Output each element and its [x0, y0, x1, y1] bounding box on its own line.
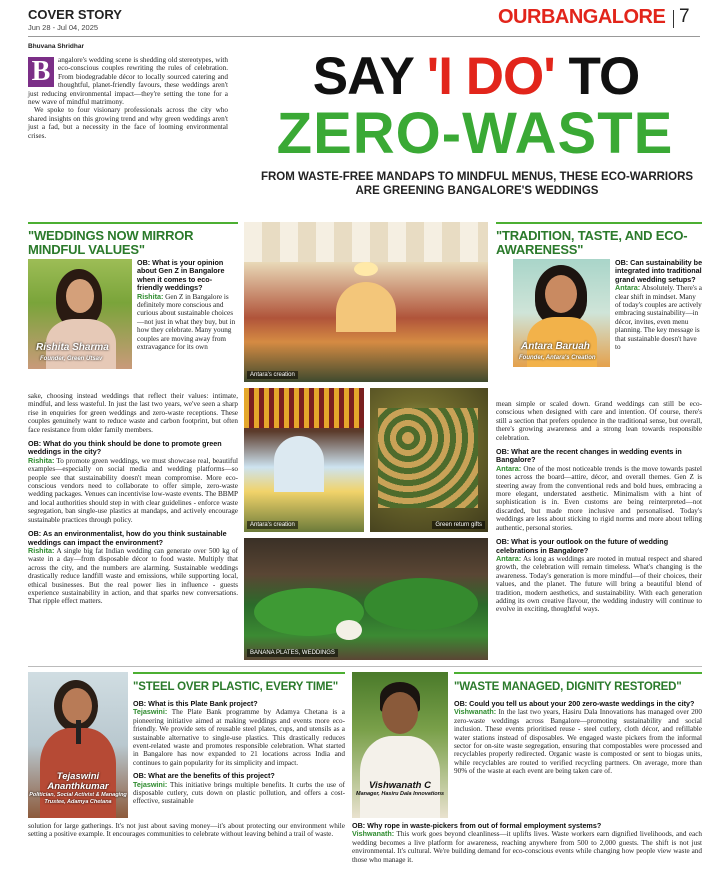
photo-decor: [244, 388, 364, 532]
bottom-left-answer-2: [133, 781, 345, 806]
left-answer-2: [28, 457, 238, 524]
tejaswini-role: Politician, Social Activist & Managing Trustee, Adamya Chetana: [29, 792, 127, 805]
right-answer-2-speaker: Antara:: [496, 463, 522, 473]
right-section-title: "TRADITION, TASTE, AND ECO-AWARENESS": [496, 228, 688, 257]
right-answer-1-text: Absolutely. There's a clear shift in mindset. Many of today's couples are actively embracing sustainability—in décor, invites, even menu planning. The key message is that sustainable doesn't have to: [615, 284, 702, 352]
rishita-role: Founder, Green Utsav: [40, 356, 103, 362]
intro: [28, 56, 228, 140]
right-section-rule: [496, 222, 702, 224]
tejaswini-name-2: Ananthkumar: [47, 781, 109, 792]
bottom-right-question-1: OB: Could you tell us about your 200 zero-waste weddings in the city?: [454, 699, 695, 708]
bottom-left-answer-2-continued: solution for large gatherings. It's not just about saving money—it's about protecting our environment while setting a positive example. It encourages communities to celebrate without leaving behind a trail of waste.: [28, 822, 345, 839]
bottom-right-answer-2-speaker: Vishwanath:: [352, 829, 395, 839]
left-answer-3-text: A single big fat Indian wedding can generate over 500 kg of waste in a day—from disposable décor to food waste. Multiply that across the city, and the numbers are alarming. Sustainable weddings drastically reduce landfill waste and emissions, while supporting local, ethical businesses. But the real power lies in influence - guests experience sustainability in action, and that sparks new conversations. That ripple effect matters.: [28, 546, 238, 606]
right-answer-3: [496, 555, 702, 614]
left-answer-1-text: Gen Z in Bangalore is definitely more conscious and curious about sustainable choices—not just in what they buy, but in how they celebrate. Many young couples are moving away from extravagance for its own: [137, 292, 236, 352]
bottom-right-answer-1-speaker: Vishwanath:: [454, 707, 497, 717]
rishita-name: Rishita Sharma: [36, 342, 109, 353]
header-rule: [28, 36, 700, 37]
brand-our: OUR: [498, 6, 541, 28]
byline: Bhuvana Shridhar: [28, 43, 84, 50]
left-question-2: OB: What do you think should be done to promote green weddings in the city?: [28, 439, 222, 457]
headline-line-1: [246, 47, 706, 106]
left-q1-block: [137, 259, 238, 351]
bottom-left-body: [133, 700, 345, 806]
bottom-left-answer-2-text: This initiative brings multiple benefits. It curbs the use of disposable cutlery, cuts down on plastic pollution, and offers a cost-effective, sustainable: [133, 780, 345, 806]
flower-bowl: [336, 620, 362, 640]
stage-arch: [336, 282, 396, 332]
left-answer-1: [137, 293, 238, 352]
microphone-icon: [76, 720, 81, 744]
headline-deck: FROM WASTE-FREE MANDAPS TO MINDFUL MENUS, THESE ECO-WARRIORS ARE GREENING BANGALORE'S WEDDINGS: [260, 171, 694, 197]
vishwanath-role: Manager, Hasiru Dala Innovations: [355, 791, 445, 797]
right-question-3: OB: What is your outlook on the future of wedding celebrations in Bangalore?: [496, 537, 669, 555]
antara-role: Founder, Antara's Creation: [519, 355, 596, 361]
left-answer-2-speaker: Rishita:: [28, 455, 55, 465]
caption-decor: Antara's creation: [247, 521, 298, 529]
left-answer-3-speaker: Rishita:: [28, 545, 55, 555]
tejaswini-face: [62, 688, 92, 724]
bottom-right-rule: [454, 672, 702, 674]
rishita-face: [66, 279, 94, 313]
bottom-right-body: [454, 700, 702, 776]
right-answer-1-continued: mean simple or scaled down. Grand weddings can still be eco-conscious when designed with care and intention. Of course, there's still a section that prefers opulence in the traditional sense, but overall, there's growing awareness and a strong lean towards responsible celebration.: [496, 400, 702, 442]
rishita-portrait: [28, 259, 132, 369]
intro-paragraph-2: We spoke to four visionary professionals across the city who shared insights on this growing trend and why green weddings aren't just a fad, but a necessity in the face of looming environmental crises.: [28, 106, 228, 140]
bottom-right-answer-1: [454, 708, 702, 775]
antara-portrait: [513, 259, 610, 367]
bottom-right-title: "WASTE MANAGED, DIGNITY RESTORED": [454, 681, 682, 693]
bottom-right-continued: [352, 822, 702, 864]
left-section-title: "WEDDINGS NOW MIRROR MINDFUL VALUES": [28, 228, 194, 257]
bottom-left-answer-1: [133, 708, 345, 767]
left-answer-3: [28, 547, 238, 606]
bottom-right-question-2: OB: Why rope in waste-pickers from out of formal employment systems?: [352, 821, 602, 830]
bottom-left-answer-1-text: The Plate Bank programme by Adamya Chetana is a pioneering initiative aimed at making weddings and events more eco-friendly. We provide sets of reusable steel plates, cups, and utensils as a sustainable alternative to single-use plastics. This drastically reduces event-related waste and promotes responsible celebration. What started in Bangalore has now expanded to 21 locations across India and continues to gain popularity for its simplicity and impact.: [133, 708, 345, 767]
bottom-left-continued: [28, 822, 345, 839]
headline-i-do: 'I DO': [426, 47, 555, 106]
tejaswini-name-1: Tejaswini: [56, 771, 100, 782]
banana-leaf-2: [364, 578, 478, 630]
issue-date: Jun 28 - Jul 04, 2025: [28, 23, 99, 32]
tent-canopy: [244, 222, 488, 262]
caption-mandap: Antara's creation: [247, 371, 298, 379]
page-number: 7: [679, 6, 690, 27]
left-body: [28, 392, 238, 606]
photo-banana-plates: [244, 538, 488, 660]
antara-face: [545, 275, 577, 313]
right-answer-3-text: As long as weddings are rooted in mutual respect and shared growth, the celebration will remain timeless. What's changing is the awareness. Today's generation is more mindful—of their choices, their values, and the planet. The future will bring a beautiful blend of tradition, modern aesthetics, and sustainability. With each generation adding its own creative flavour, the wedding industry will continue to evolve in exciting, thoughtful ways.: [496, 554, 702, 614]
section-label: COVER STORY: [28, 7, 122, 22]
vishwanath-caption: [352, 780, 448, 798]
photo-return-gifts: [370, 388, 488, 532]
bottom-right-answer-2: [352, 830, 702, 864]
brand-bangalore: BANGALORE: [540, 6, 666, 28]
left-question-3: OB: As an environmentalist, how do you think sustainable weddings can impact the environment?: [28, 529, 227, 547]
headline-to: TO: [554, 47, 640, 106]
right-answer-2: [496, 465, 702, 532]
bottom-right-answer-2-text: This work goes beyond cleanliness—it uplifts lives. Waste workers earn dignified livelihoods, and each wedding becomes a live platform for awareness, reaching anywhere from 500 to 2,000 guests. The shift is not just environmental. It's cultural. We're building demand for eco-conscious events while changing how people view waste and those who manage it.: [352, 830, 702, 864]
drop-cap: B: [28, 57, 54, 87]
bottom-divider: [28, 666, 702, 667]
tejaswini-caption: [28, 772, 128, 805]
mirror-arch: [274, 436, 324, 492]
right-answer-2-text: One of the most noticeable trends is the move towards pastel tones across the board—attire, décor, and overall themes. Gen Z is steering away from the conventional reds and bold hues, embracing a more elegant, understated aesthetic. Minimalism with a hint of sophistication is in. Even customs are being reinterpreted—not discarded, but made more inclusive and personalised. Today's weddings are less about sticking to rigid norms and more about telling authentic, personal stories.: [496, 464, 702, 532]
left-answer-2-text: To promote green weddings, we must showcase real, beautiful examples—especially on social media and wedding platforms—so people see that sustainability doesn't mean compromise. More eco-conscious vendors need to collaborate to offer simple, zero-waste wedding packages. Venues can incentivise low-waste events. The BBMP and local authorities should step in with clear guidelines - enforce waste segregation, ban single-use plastics at mandaps, and actively encourage sustainable practices through policy.: [28, 456, 238, 524]
antara-name: Antara Baruah: [521, 341, 590, 352]
headline-say: SAY: [312, 47, 427, 106]
gift-baskets: [378, 408, 478, 508]
bottom-left-title: "STEEL OVER PLASTIC, EVERY TIME": [133, 681, 338, 693]
bottom-right-answer-1-text: In the last two years, Hasiru Dala Innovations has managed over 200 zero-waste weddings across Bangalore—promoting sustainability and social inclusion. These events prioritised reuse - steel cutlery, cloth décor, and refillable water stations instead of disposables. We engaged waste pickers from the informal sector for on-site waste segregation, ensuring that compostables were processed and recyclables properly redirected. Organic waste is composted or sent to biogas units, while recyclables are routed to verified recycling partners. On average, more than 90% of the waste at each event are being taken care of.: [454, 708, 702, 776]
bottom-left-question-2: OB: What are the benefits of this project?: [133, 771, 275, 781]
headline-line-2: ZERO-WASTE: [276, 101, 674, 166]
right-answer-3-speaker: Antara:: [496, 553, 522, 563]
brand-logo: [498, 6, 665, 29]
vishwanath-body: [360, 736, 440, 818]
bottom-left-rule: [133, 672, 345, 674]
right-answer-1: [615, 284, 703, 351]
right-answer-1-speaker: Antara:: [615, 283, 641, 293]
intro-paragraph-1: angalore's wedding scene is shedding old stereotypes, with eco-conscious couples rewriting the rules of celebration. From biodegradable décor to locally sourced catering and thoughtful, planet-friendly favours, these weddings aren't just reducing environmental impact—they're setting the tone for a new wave of mindful matrimony.: [28, 56, 228, 107]
bottom-left-answer-1-speaker: Tejaswini:: [133, 707, 168, 717]
left-question-1: OB: What is your opinion about Gen Z in Bangalore when it comes to eco-friendly weddings?: [137, 258, 225, 293]
right-body: [496, 400, 702, 614]
left-section-rule: [28, 222, 238, 224]
right-question-1: OB: Can sustainability be integrated into traditional grand wedding setups?: [615, 258, 703, 284]
caption-banana-plates: BANANA PLATES, WEDDINGS: [247, 649, 338, 657]
vishwanath-name: Vishwanath C: [369, 780, 431, 791]
bottom-left-answer-2-speaker: Tejaswini:: [133, 779, 168, 789]
left-answer-1-speaker: Rishita:: [137, 291, 164, 301]
header-divider: [673, 10, 674, 28]
chandelier: [354, 262, 378, 276]
right-question-2: OB: What are the recent changes in wedding events in Bangalore?: [496, 447, 682, 465]
left-answer-1-continued: sake, choosing instead weddings that reflect their values: intimate, mindful, and less wasteful. In just the last two years, we've seen a sharp rise in enquiries for green weddings and zero-waste receptions. These couples genuinely want to reduce waste and carbon footprint, but often face resistance from older family members.: [28, 392, 238, 434]
right-q1-block: [615, 259, 703, 351]
photo-mandap-venue: [244, 222, 488, 382]
hanging-garlands: [244, 388, 364, 428]
vishwanath-face: [382, 692, 418, 734]
caption-gifts: Green return gifts: [432, 521, 485, 529]
bottom-left-question-1: OB: What is this Plate Bank project?: [133, 699, 258, 708]
